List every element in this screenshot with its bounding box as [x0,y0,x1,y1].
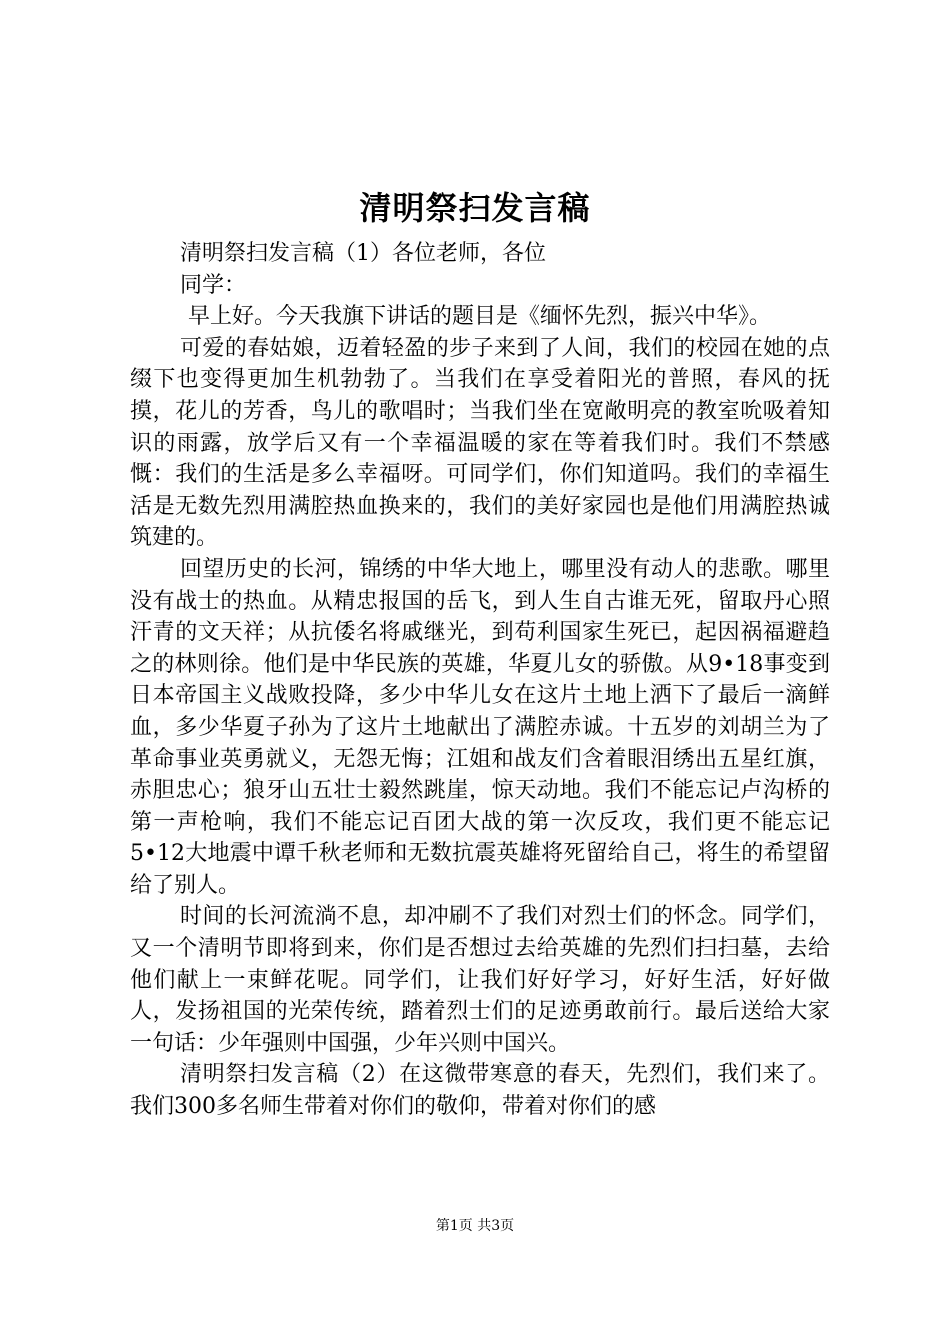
paragraph-history: 回望历史的长河，锦绣的中华大地上，哪里没有动人的悲歌。哪里没有战士的热血。从精忠报国的岳飞，到人生自古谁无死，留取丹心照汗青的文天祥；从抗倭名将戚继光，到苟利国家生死已，起因祸福避趋之的林则徐。他们是中华民族的英雄，华夏儿女的骄傲。从9•18事变到日本帝国主义战败投降，多少中华儿女在这片土地上洒下了最后一滴鲜血，多少华夏子孙为了这片土地献出了满腔赤诚。十五岁的刘胡兰为了革命事业英勇就义，无怨无悔；江姐和战友们含着眼泪绣出五星红旗，赤胆忠心；狼牙山五壮士毅然跳崖，惊天动地。我们不能忘记卢沟桥的第一声枪响，我们不能忘记百团大战的第一次反攻，我们更不能忘记5•12大地震中谭千秋老师和无数抗震英雄将死留给自己，将生的希望留给了别人。 [130,556,830,898]
paragraph-speech-two: 清明祭扫发言稿（2）在这微带寒意的春天，先烈们，我们来了。我们300多名师生带着对你们的敬仰，带着对你们的感 [130,1062,830,1120]
page-number-footer: 第1页 共3页 [435,1218,515,1234]
document-body [130,238,830,1123]
paragraph-intro: 清明祭扫发言稿（1）各位老师，各位 [180,241,546,266]
document-title: 清明祭扫发言稿 [359,189,591,227]
paragraph-remembrance: 时间的长河流淌不息，却冲刷不了我们对烈士们的怀念。同学们，又一个清明节即将到来，你们是否想过去给英雄的先烈们扫扫墓，去给他们献上一束鲜花呢。同学们，让我们好好学习，好好生活，好好做人，发扬祖国的光荣传统，踏着烈士们的足迹勇敢前行。最后送给大家一句话：少年强则中国强，少年兴则中国兴。 [130,904,830,1056]
paragraph-greeting: 早上好。今天我旗下讲话的题目是《缅怀先烈，振兴中华》。 [188,304,772,330]
paragraph-salutation: 同学： [180,272,247,298]
paragraph-spring: 可爱的春姑娘，迈着轻盈的步子来到了人间，我们的校园在她的点缀下也变得更加生机勃勃了。当我们在享受着阳光的普照，春风的抚摸，花儿的芳香，鸟儿的歌唱时；当我们坐在宽敞明亮的教室吮吸着知识的雨露，放学后又有一个幸福温暖的家在等着我们时。我们不禁感慨：我们的生活是多么幸福呀。可同学们，你们知道吗。我们的幸福生活是无数先烈用满腔热血换来的，我们的美好家园也是他们用满腔热诚筑建的。 [130,335,830,551]
